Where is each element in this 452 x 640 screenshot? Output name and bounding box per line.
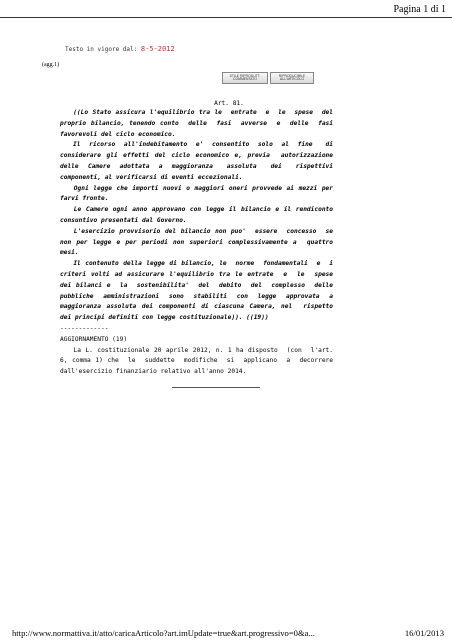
update-heading: AGGIORNAMENTO (19) xyxy=(60,335,128,343)
update-line: La L. costituzionale 20 aprile 2012, n. 1 ha disposto (con l'art. xyxy=(60,346,333,354)
header-divider xyxy=(0,17,452,18)
article-line: Il ricorso all'indebitamento e' consentito solo al fine di xyxy=(60,141,333,149)
article-line: Ogni legge che importi nuovi o maggiori oneri provvede ai mezzi per xyxy=(60,184,333,192)
article-line: mesi. xyxy=(60,249,79,257)
article-line: criteri volti ad assicurare l'equilibrio tra le entrate e le spese xyxy=(60,270,333,278)
article-line: maggioranza assoluta dei componenti di ciascuna Camera, nel rispetto xyxy=(60,303,333,311)
in-force-date: 8-5-2012 xyxy=(140,45,175,53)
article-line: Le Camere ogni anno approvano con legge il bilancio e il rendiconto xyxy=(60,206,333,214)
article-line: farvi fronte. xyxy=(60,195,109,203)
button-label-line2: COMMENTATO xyxy=(233,77,257,82)
article-line: dei principi definiti con legge costituzionale)). ((19)) xyxy=(60,314,269,322)
article-line: pubbliche amministrazioni sono stabiliti con legge approvata a xyxy=(60,292,333,300)
article-line: considerare gli effetti del ciclo economico e, previa autorizzazione xyxy=(60,152,333,160)
update-line: dall'esercizio finanziario relativo all'anno 2014. xyxy=(60,368,247,376)
article-line: consuntivo presentati dal Governo. xyxy=(60,216,187,224)
update-marker: (agg.1) xyxy=(42,62,60,68)
article-line: proprio bilancio, tenendo conto delle fasi avverse e delle fasi xyxy=(60,119,333,127)
article-line: dei bilanci e la sostenibilita' del debito del complesso delle xyxy=(60,281,333,289)
page-counter: Pagina 1 di 1 xyxy=(393,4,446,15)
article-title: Art. 81. xyxy=(214,100,244,107)
button-label-line2: ALL'ARTICOLO xyxy=(280,77,304,82)
button-label-line1: RIPRODUCIBILE xyxy=(278,73,306,78)
article-line: favorevoli del ciclo economico. xyxy=(60,130,176,138)
footer-url: http://www.normattiva.it/atto/caricaArticolo?art.imUpdate=true&art.progressivo=0&a... xyxy=(12,628,315,638)
button-label-line1: STILE RIPRODUTT. xyxy=(229,73,261,78)
footer-date: 16/01/2013 xyxy=(404,628,444,638)
reproduce-article-button[interactable] xyxy=(270,72,314,84)
in-force-label: Testo in vigore dal: xyxy=(65,46,138,53)
article-line: L'esercizio provvisorio del bilancio non puo' essere concesso se xyxy=(60,227,333,235)
article-line: Il contenuto della legge di bilancio, le norme fondamentali e i xyxy=(60,260,333,268)
print-footer xyxy=(12,628,444,638)
article-line: delle Camere adottata a maggioranza assoluta dei rispettivi xyxy=(60,162,333,170)
article-body xyxy=(60,108,333,378)
article-line: componenti, al verificarsi di eventi eccezionali. xyxy=(60,173,243,181)
article-line: ((Lo Stato assicura l'equilibrio tra le entrate e le spese del xyxy=(60,109,333,116)
update-line: 6, comma 1) che le suddette modifiche si applicano a decorrere xyxy=(60,357,333,365)
end-divider xyxy=(172,387,260,388)
reproduce-commented-button[interactable] xyxy=(222,72,268,84)
article-line: non per legge e per periodi non superiori complessivamente a quattro xyxy=(60,238,333,246)
in-force-notice xyxy=(65,45,175,53)
section-separator: ------------- xyxy=(60,324,109,332)
